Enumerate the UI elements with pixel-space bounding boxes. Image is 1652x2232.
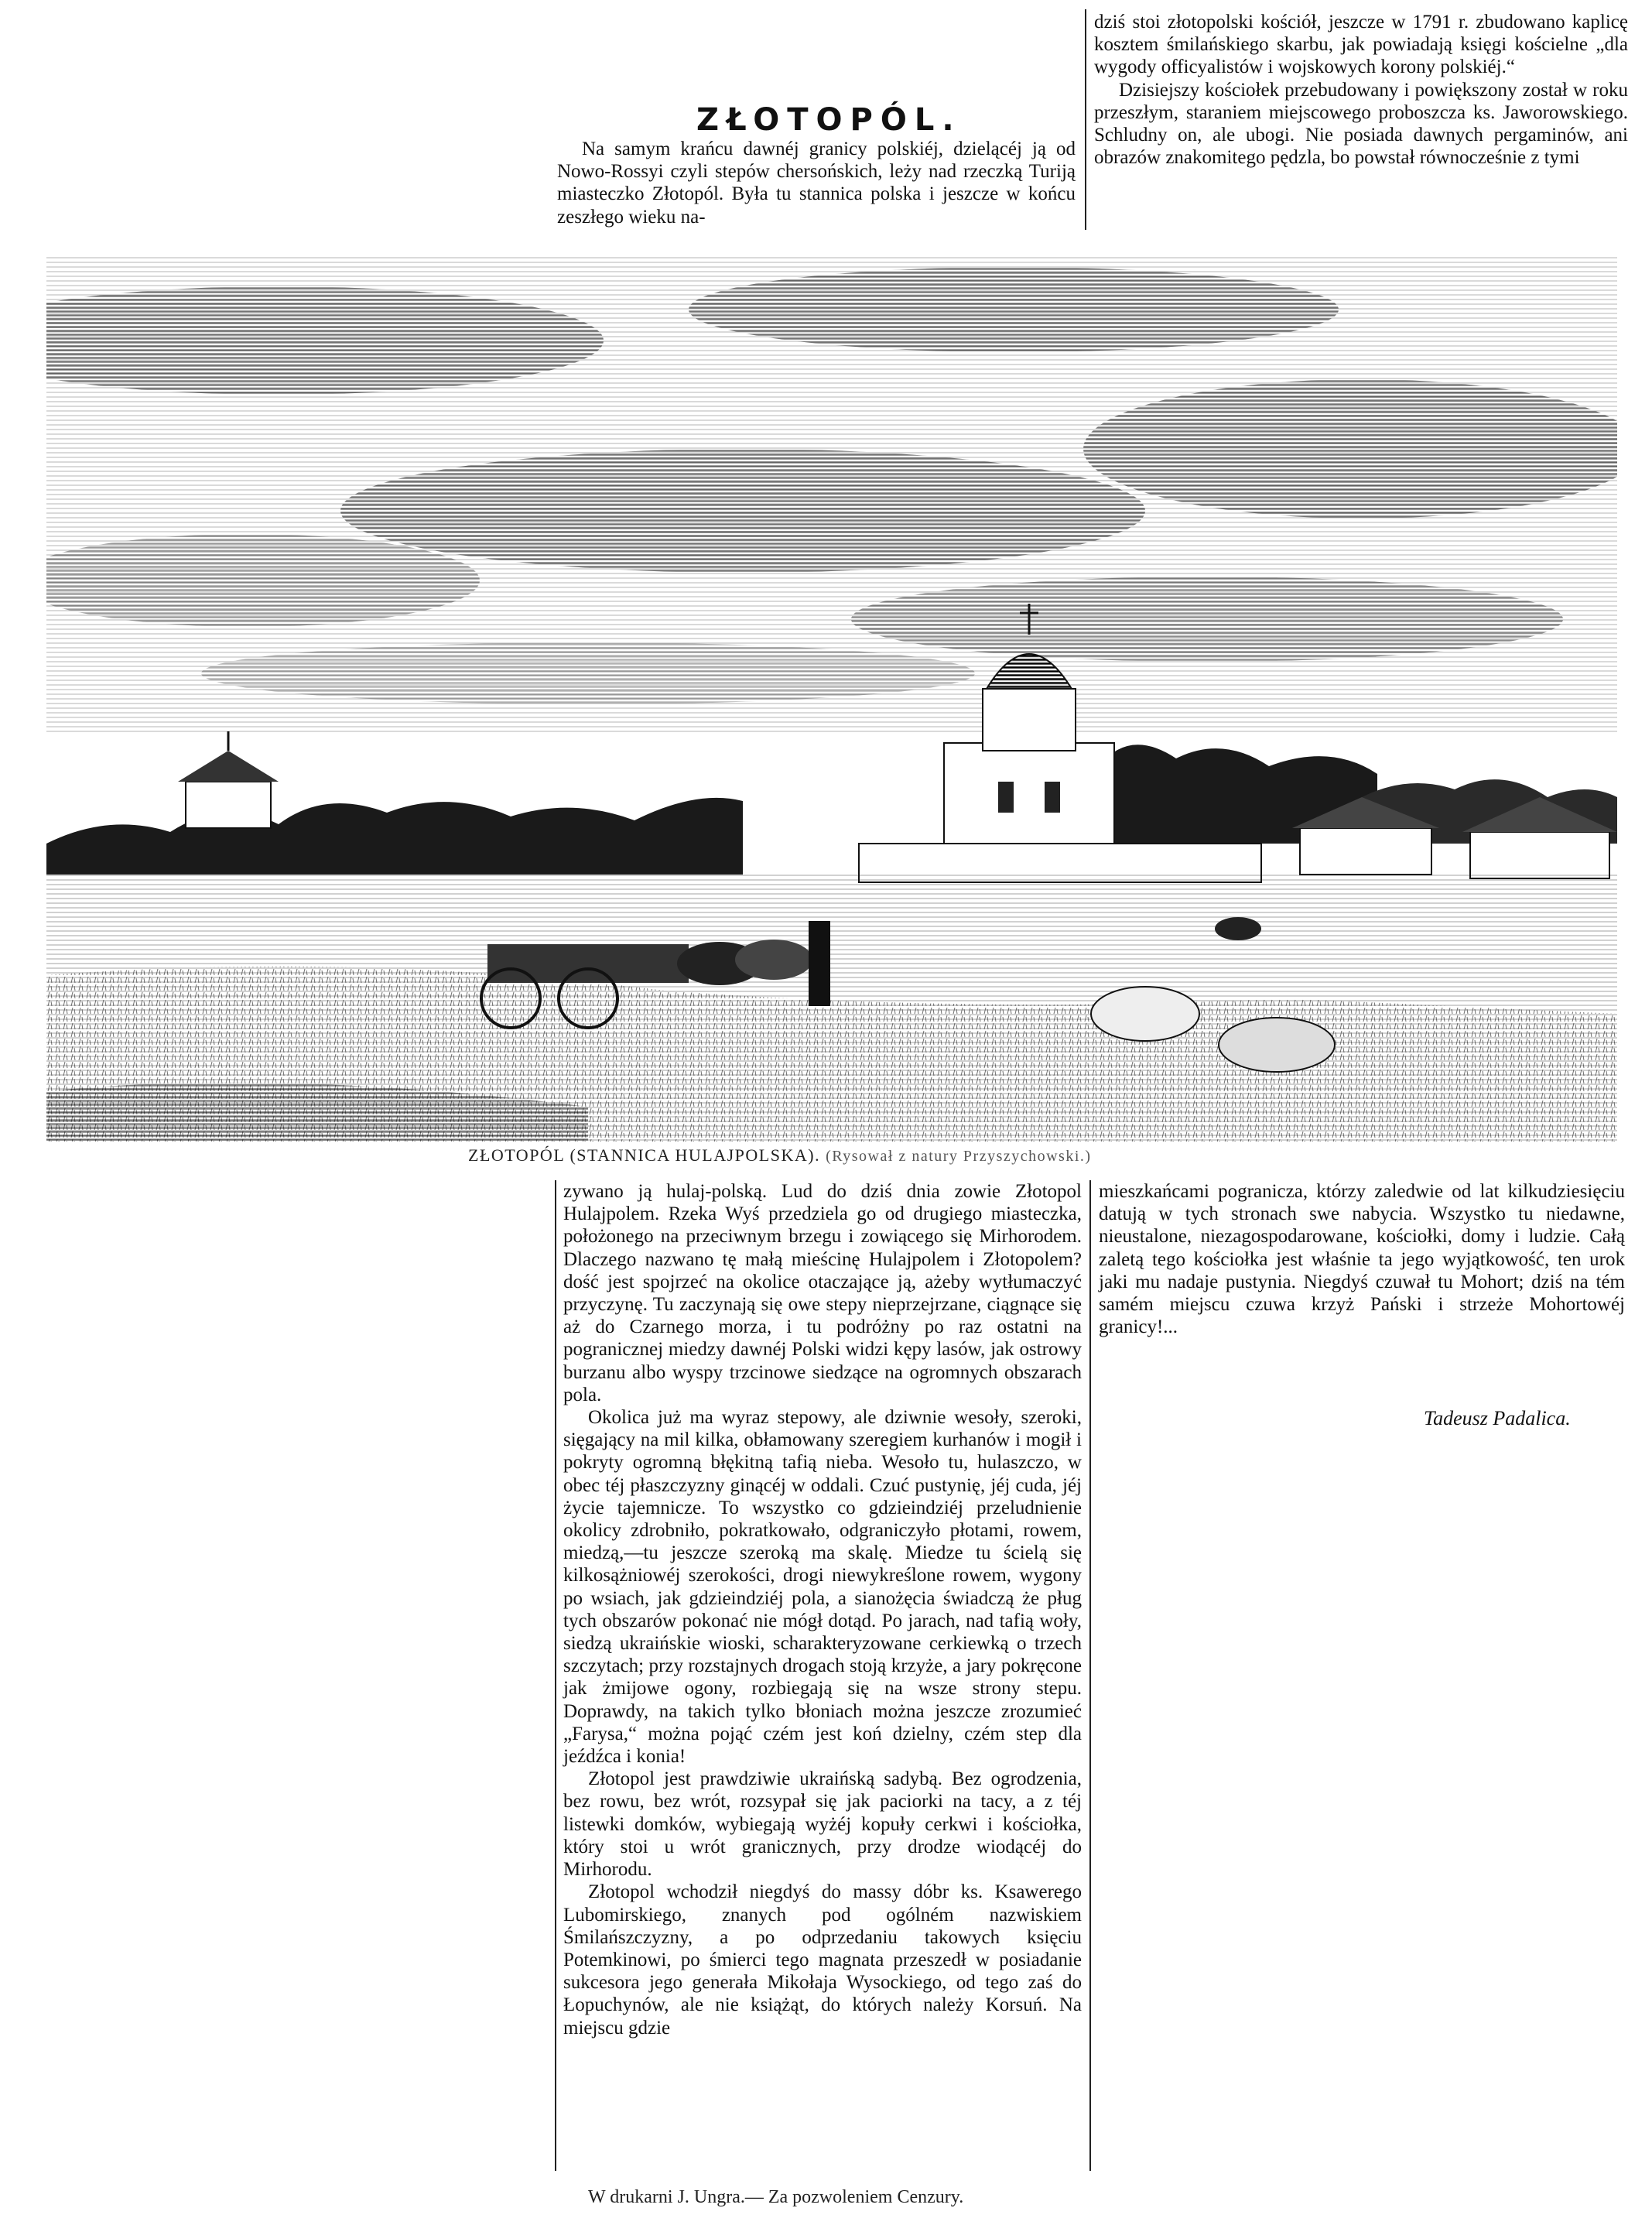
caption-title: ZŁOTOPÓL (STANNICA HULAJPOLSKA). — [468, 1145, 821, 1165]
caption-credit: (Rysował z natury Przyszychowski.) — [826, 1148, 1092, 1165]
body-right-paragraph: mieszkańcami pogranicza, którzy zaledwie od lat kilkudziesięciu datują w tych stronach swe nabycia. Wszystko tu niedawne, nieustalone, niezagospodarowane, kościołki, domy i ludzie. Całą zaletą tego kościołka jest właśnie ta jego wyjątkowość, ten urok jaki mu nadaje pustynia. Niegdyś czuwał tu Mohort; dziś na tém samém miejscu czuwa krzyż Pański i strzeże Mohortowéj granicy!... — [1099, 1181, 1625, 1338]
body-left-paragraph-1: zywano ją hulaj-polską. Lud do dziś dnia zowie Złotopol Hulajpolem. Rzeka Wyś przedziela go od drugiego miasteczka, położonego na przeciwnym brzegu i zowiącego się Mirhorodem. Dlaczego nazwano tę małą mieścinę Hulajpolem i Złotopolem? dość jest spojrzeć na okolice otaczające ją, ażeby wytłumaczyć przyczynę. Tu zaczynają się owe stepy nieprzejrzane, ciągnące się aż do Czarnego morza, i tu podróżny po raz ostatni na pogranicznej miedzy dawnéj Polski widzi kępy lasów, jak ostrowy burzanu albo wyspy trzcinowe siedzące na ogromnych obszarach pola. — [563, 1181, 1082, 1405]
ground — [46, 875, 1617, 1142]
author-signature: Tadeusz Padalica. — [1424, 1407, 1571, 1429]
body-left-paragraph-4: Złotopol wchodził niegdyś do massy dóbr ks. Ksawerego Lubomirskiego, znanych pod ogólném nazwiskiem Śmilańszczyzny, a po odprzedaniu takowych księciu Potemkinowi, po śmierci tego magnata przeszedł w posiadanie sukcesora jego generała Mikołaja Wysockiego, od tego zaś do Łopuchynów, ale nie książąt, do których należy Korsuń. Na miejscu gdzie — [563, 1881, 1082, 2039]
intro-right-column — [1094, 11, 1628, 169]
intro-right-paragraph-2: Dzisiejszy kościołek przebudowany i powiększony został w roku przeszłym, staraniem miejscowego proboszcza ks. Jaworowskiego. Schludny on, ale ubogi. Nie posiada dawnych pergaminów, ani obrazów znakomitego pędzla, bo powstał równocześnie z tymi — [1094, 79, 1628, 169]
column-divider-bottom — [1089, 1180, 1091, 2171]
printer-footer: W drukarni J. Ungra.— Za pozwoleniem Cenzury. — [588, 2187, 964, 2207]
body-left-paragraph-3: Złotopol jest prawdziwie ukraińską sadybą. Bez ogrodzenia, bez rowu, bez wrót, rozsypał się jak paciorki na tacy, a z téj listewki domków, wybiegają wyżéj kopuły cerkwi i kościołka, który stoi u wrót granicznych, przy drodze wiodącéj do Mirhorodu. — [563, 1768, 1082, 1881]
illustration-caption — [468, 1145, 1092, 1166]
body-left-column — [563, 1180, 1082, 2039]
page-title: ZŁOTOPÓL. — [696, 102, 962, 138]
column-divider-top — [1085, 9, 1086, 230]
sky-clouds — [46, 255, 1617, 735]
engraving-illustration — [46, 255, 1617, 1142]
column-rule-left — [555, 1180, 556, 2171]
intro-right-paragraph: dziś stoi złotopolski kościół, jeszcze w 1791 r. zbudowano kaplicę kosztem śmilańskiego skarbu, jak powiadają księgi kościelne „dla wygody officyalistów i wojskowych korony polskiéj.“ — [1094, 12, 1628, 78]
intro-left-paragraph: Na samym krańcu dawnéj granicy polskiéj, dzielącéj ją od Nowo-Rossyi czyli stepów chersońskich, leży nad rzeczką Turiją miasteczko Złotopól. Była tu stannica polska i jeszcze w końcu zeszłego wieku na- — [557, 139, 1076, 228]
intro-left-column — [557, 138, 1076, 228]
body-left-paragraph-2: Okolica już ma wyraz stepowy, ale dziwnie wesoły, szeroki, sięgający na mil kilka, obłamowany szeregiem kurhanów i mogił i pokryty ogromną błękitną tafią nieba. Wesoło tu, hulaszczo, w obec téj płaszczyzny ginącéj w oddali. Czuć pustynię, jéj cuda, jéj życie tajemnicze. To wszystko co gdzieindziéj przeludnienie okolicy zdrobniło, pokratkowało, odgraniczyło płotami, rowem, miedzą,—tu jeszcze szeroką ma skalę. Miedze tu ścielą się kilkosążniowéj szerokości, drogi niewykreślone rowem, wygony po wsiach, jak gdzieindziéj pola, a sianożęcia świadczą że pług tych obszarów pokonać nie mógł dotąd. Po jarach, nad tafią woły, siedzą ukraińskie wioski, scharakteryzowane cerkiewką o trzech szczytach; przy rozstajnych drogach stoją krzyże, a jary pokręcone jak żmijowe ogony, rozbiegają się na wsze strony stepu. Doprawdy, na takich tylko błoniach można jeszcze zrozumieć „Farysa,“ można pojąć czém jest koń dzielny, czém step dla jeźdźca i konia! — [563, 1407, 1082, 1768]
chapel-left — [178, 731, 279, 828]
body-right-column — [1099, 1180, 1625, 1338]
